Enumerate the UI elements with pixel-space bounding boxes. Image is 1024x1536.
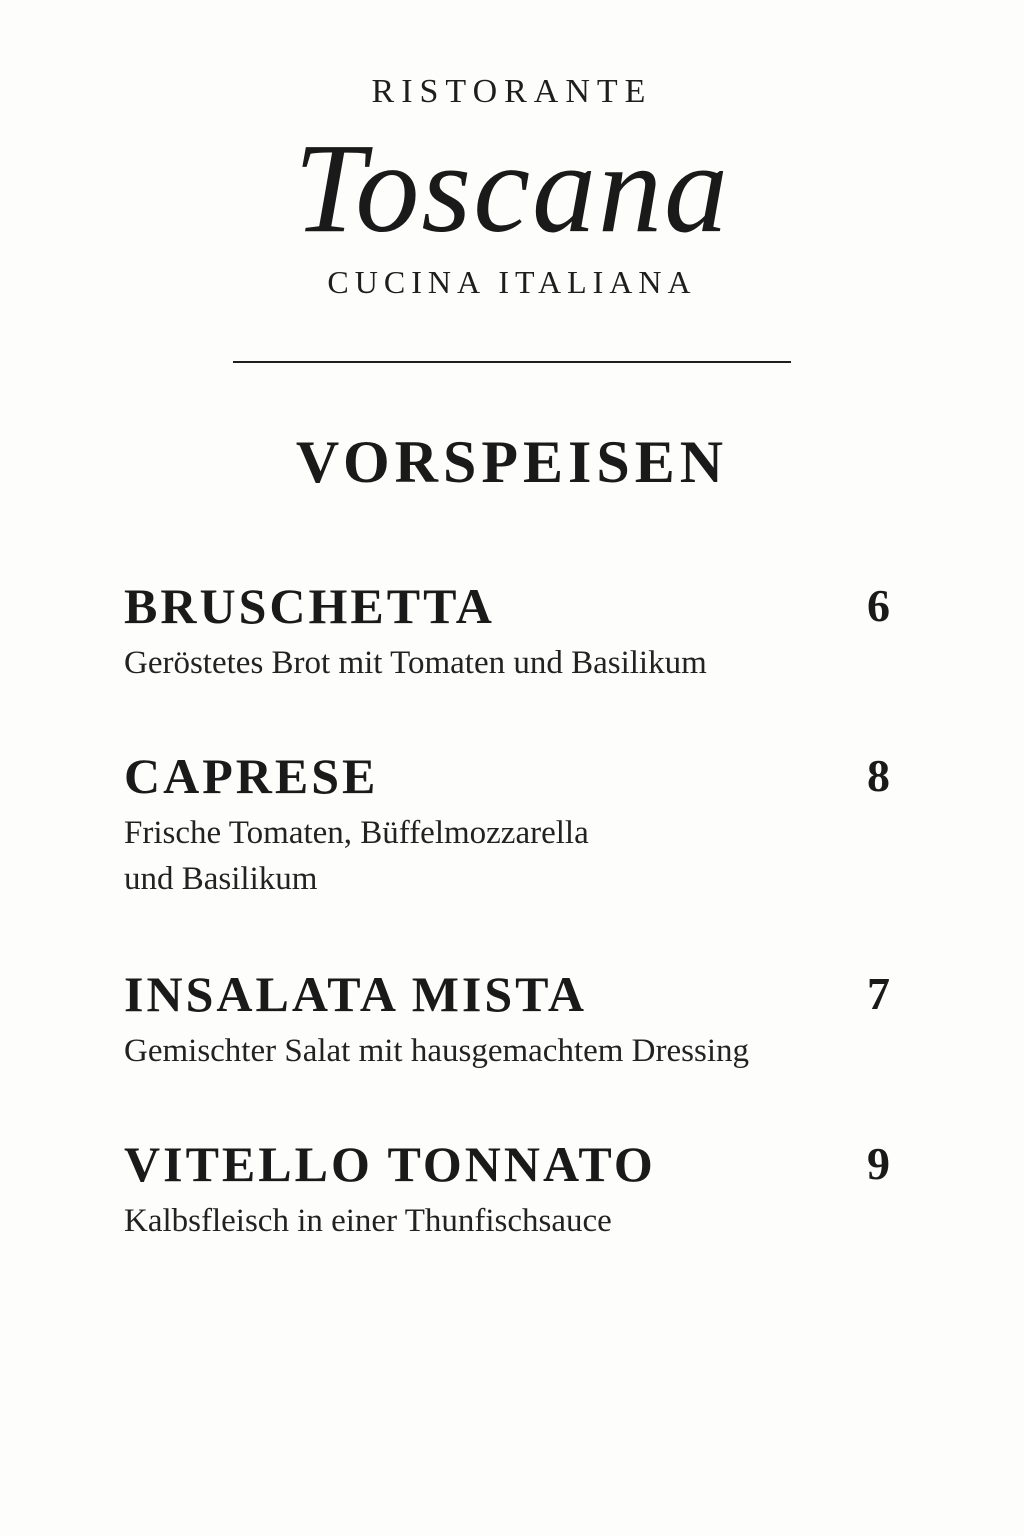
menu-item-name: BRUSCHETTA: [124, 578, 495, 634]
header-divider: [233, 361, 791, 363]
menu-item-head: [124, 1134, 894, 1194]
menu-item-description: [124, 1198, 894, 1244]
description-line: Kalbsfleisch in einer Thunfischsauce: [124, 1203, 612, 1239]
menu-item-price: 8: [867, 750, 890, 801]
menu-item-name: VITELLO TONNATO: [124, 1136, 656, 1192]
description-line: und Basilikum: [124, 861, 318, 897]
description-line: Frische Tomaten, Büffelmozzarella: [124, 815, 589, 851]
menu-item-head: [124, 746, 894, 806]
section-title: VORSPEISEN: [295, 429, 729, 495]
restaurant-tagline: CUCINA ITALIANA: [327, 264, 697, 300]
restaurant-eyebrow: RISTORANTE: [371, 73, 653, 110]
menu-item-description: [124, 810, 894, 902]
menu-item-head: [124, 964, 894, 1024]
menu-item-head: [124, 576, 894, 636]
menu-item-bruschetta: [124, 576, 894, 686]
menu-item-price: 9: [867, 1138, 890, 1189]
menu-item-description: [124, 1028, 894, 1074]
menu-item-description: [124, 640, 894, 686]
menu-item-price: 7: [867, 968, 890, 1019]
menu-item-caprese: [124, 746, 894, 902]
menu-item-name: CAPRESE: [124, 748, 379, 804]
description-line: Gemischter Salat mit hausgemachtem Dressing: [124, 1033, 750, 1069]
menu-item-vitello-tonnato: [124, 1134, 894, 1244]
description-line: Geröstetes Brot mit Tomaten und Basilikum: [124, 645, 707, 681]
menu-item-insalata-mista: [124, 964, 894, 1074]
menu-item-name: INSALATA MISTA: [124, 966, 587, 1022]
menu-item-price: 6: [867, 580, 890, 631]
restaurant-logo: Toscana: [293, 117, 731, 259]
